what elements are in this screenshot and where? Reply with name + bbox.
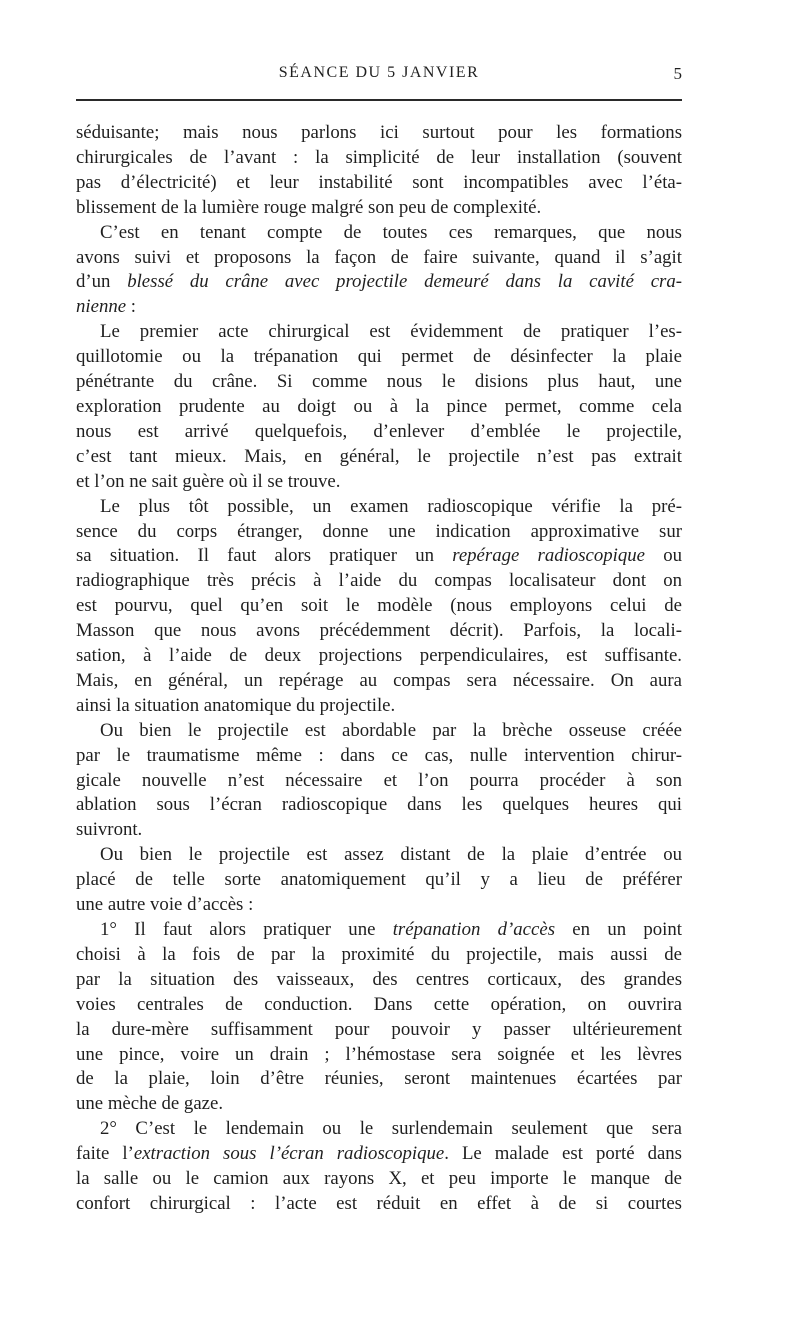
text-segment: blissement de la lumière rouge malgré son peu de complexité. <box>76 196 542 218</box>
text-segment: sation, à l’aide de deux projections perpendiculaires, est suffisante. <box>76 645 682 667</box>
text-segment: Le plus tôt possible, un examen radioscopique vérifie la pré- <box>100 495 682 517</box>
text-line <box>76 1043 682 1068</box>
text-segment: ou <box>645 545 682 567</box>
text-segment: une mèche de gaze. <box>76 1093 224 1115</box>
text-segment: C’est en tenant compte de toutes ces remarques, que nous <box>100 221 682 243</box>
text-segment: ainsi la situation anatomique du projectile. <box>76 694 396 716</box>
text-segment: pénétrante du crâne. Si comme nous le disions plus haut, une <box>76 371 682 393</box>
text-line <box>76 1192 682 1217</box>
text-line <box>76 196 682 221</box>
text-line <box>76 793 682 818</box>
text-segment: radiographique très précis à l’aide du compas localisateur dont on <box>76 570 682 592</box>
text-segment: une autre voie d’accès : <box>76 894 254 916</box>
text-segment: et l’on ne sait guère où il se trouve. <box>76 470 341 492</box>
text-line <box>76 569 682 594</box>
text-line <box>76 744 682 769</box>
text-line <box>76 270 682 295</box>
text-segment: sa situation. Il faut alors pratiquer un <box>76 545 453 567</box>
text-segment: est pourvu, quel qu’en soit le modèle (nous employons celui de <box>76 595 682 617</box>
text-line <box>76 594 682 619</box>
text-segment: nous est arrivé quelquefois, d’enlever d’emblée le projectile, <box>76 420 682 442</box>
running-header <box>76 64 682 88</box>
text-segment: confort chirurgical : l’acte est réduit en effet à de si courtes <box>76 1192 682 1214</box>
text-line <box>76 1092 682 1117</box>
italic-text: trépanation d’accès <box>392 919 556 940</box>
text-line <box>76 420 682 445</box>
text-line <box>76 694 682 719</box>
text-segment: de la plaie, loin d’être réunies, seront maintenues écartées par <box>76 1068 682 1090</box>
text-segment: : <box>126 296 136 318</box>
page-number: 5 <box>673 64 682 83</box>
italic-text: repérage radioscopique <box>452 545 645 567</box>
text-line <box>76 320 682 345</box>
text-line <box>76 171 682 196</box>
text-segment: placé de telle sorte anatomiquement qu’il y a lieu de préférer <box>76 869 682 891</box>
text-line <box>76 868 682 893</box>
text-segment: Ou bien le projectile est assez distant de la plaie d’entrée ou <box>100 844 682 866</box>
italic-text: nienne <box>76 296 127 318</box>
text-line <box>76 1117 682 1142</box>
text-line <box>76 1018 682 1043</box>
text-line <box>76 544 682 569</box>
text-segment: Masson que nous avons précédemment décrit). Parfois, la locali- <box>76 620 682 642</box>
page-header-title: SÉANCE DU 5 JANVIER <box>278 64 480 81</box>
text-line <box>76 370 682 395</box>
text-segment: Mais, en général, un repérage au compas sera nécessaire. On aura <box>76 669 682 691</box>
text-segment: quillotomie ou la trépanation qui permet de désinfecter la plaie <box>76 346 682 368</box>
text-line <box>76 121 682 146</box>
italic-text: extraction sous l’écran radioscopique <box>133 1143 445 1165</box>
text-line <box>76 769 682 794</box>
text-segment: la dure-mère suffisamment pour pouvoir y passer ultérieurement <box>76 1018 682 1040</box>
text-segment: par le traumatisme même : dans ce cas, nulle intervention chirur- <box>76 744 682 766</box>
text-segment: ablation sous l’écran radioscopique dans les quelques heures qui <box>76 794 682 816</box>
text-segment: . Le malade est porté dans <box>444 1143 682 1165</box>
text-segment: 2° C’est le lendemain ou le surlendemain seulement que sera <box>100 1118 682 1140</box>
header-rule <box>76 99 682 101</box>
italic-text: blessé du crâne avec projectile demeuré dans la cavité cra- <box>127 271 682 293</box>
text-line <box>76 818 682 843</box>
text-line <box>76 644 682 669</box>
text-segment: d’un <box>76 271 128 293</box>
text-segment: c’est tant mieux. Mais, en général, le projectile n’est pas extrait <box>76 445 682 467</box>
text-line <box>76 445 682 470</box>
text-segment: séduisante; mais nous parlons ici surtout pour les formations <box>76 122 682 143</box>
text-line <box>76 993 682 1018</box>
text-segment: gicale nouvelle n’est nécessaire et l’on pourra procéder à son <box>76 769 682 791</box>
text-line <box>76 1167 682 1192</box>
text-line <box>76 221 682 246</box>
text-line <box>76 495 682 520</box>
text-segment: voies centrales de conduction. Dans cette opération, on ouvrira <box>76 993 682 1015</box>
text-line <box>76 146 682 171</box>
text-segment: avons suivi et proposons la façon de faire suivante, quand il s’agit <box>76 246 682 268</box>
text-line <box>76 619 682 644</box>
text-line <box>76 669 682 694</box>
text-line <box>76 520 682 545</box>
body-text <box>76 121 682 1217</box>
text-line <box>76 395 682 420</box>
text-line <box>76 295 682 320</box>
text-line <box>76 719 682 744</box>
text-segment: par la situation des vaisseaux, des centres corticaux, des grandes <box>76 968 682 990</box>
text-line <box>76 918 682 943</box>
text-segment: la salle ou le camion aux rayons X, et peu importe le manque de <box>76 1168 682 1190</box>
text-segment: pas d’électricité) et leur instabilité sont incompatibles avec l’éta- <box>76 171 682 193</box>
text-line <box>76 843 682 868</box>
text-line <box>76 470 682 495</box>
text-line <box>76 893 682 918</box>
text-line <box>76 1142 682 1167</box>
text-segment: en un point <box>555 919 682 940</box>
text-line <box>76 1067 682 1092</box>
text-segment: Le premier acte chirurgical est évidemment de pratiquer l’es- <box>100 321 682 343</box>
text-segment: exploration prudente au doigt ou à la pince permet, comme cela <box>76 395 682 417</box>
text-segment: une pince, voire un drain ; l’hémostase sera soignée et les lèvres <box>76 1043 682 1065</box>
text-line <box>76 345 682 370</box>
text-segment: 1° Il faut alors pratiquer une <box>100 919 393 940</box>
text-line <box>76 968 682 993</box>
text-segment: sence du corps étranger, donne une indication approximative sur <box>76 520 682 542</box>
text-line <box>76 246 682 271</box>
text-line <box>76 943 682 968</box>
text-segment: suivront. <box>76 819 143 841</box>
text-segment: choisi à la fois de par la proximité du projectile, mais aussi de <box>76 943 682 965</box>
text-segment: Ou bien le projectile est abordable par la brèche osseuse créée <box>100 719 682 741</box>
text-segment: faite l’ <box>76 1143 134 1165</box>
text-segment: chirurgicales de l’avant : la simplicité de leur installation (souvent <box>76 146 682 168</box>
